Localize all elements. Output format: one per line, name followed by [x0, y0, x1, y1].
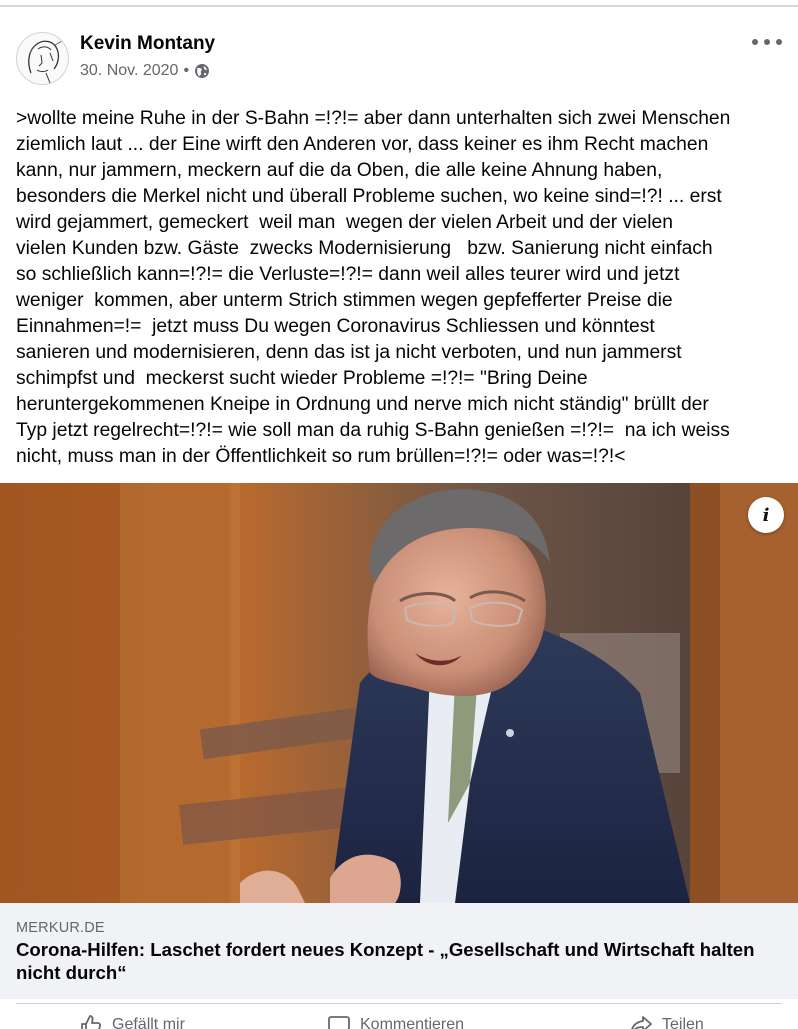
speaker-photo	[0, 483, 798, 903]
more-dot	[752, 39, 758, 45]
meta-separator: •	[183, 62, 190, 79]
thumbs-up-icon	[80, 1014, 102, 1029]
more-options-icon[interactable]	[752, 32, 782, 52]
post-meta	[80, 62, 210, 80]
more-dot	[776, 39, 782, 45]
info-button[interactable]: i	[748, 497, 784, 533]
comment-icon	[328, 1014, 350, 1029]
share-button[interactable]	[630, 1014, 704, 1029]
post-text: >wollte meine Ruhe in der S-Bahn =!?!= aber dann unterhalten sich zwei Menschen ziemlich laut ... der Eine wirft den Anderen vor, dass keiner es ihm Recht machen kann, nur jammern, meckern auf die da Oben, die alle keine Ahnung haben, besonders die Merkel nicht und überall Probleme suchen, wo keine sind=!?! ... erst wird gejammert, gemeckert weil man wegen der vielen Arbeit und der vielen vielen Kunden bzw. Gäste zwecks Modernisierung bzw. Sanierung nicht einfach so schließlich kann=!?!= die Verluste=!?!= dann weil alles teurer wird und jetzt weniger kommen, aber unterm Strich stimmen wegen gepfefferter Preise die Einnahmen=!= jetzt muss Du wegen Coronavirus Schliessen und könntest sanieren und modernisieren, denn das ist ja nicht verboten, und nun jammerst schimpfst und meckerst sucht wieder Probleme =!?!= "Bring Deine heruntergekommenen Kneipe in Ordnung und nerve mich nicht ständig" brüllt der Typ jetzt regelrecht=!?!= wie soll man da ruhig S-Bahn genießen =!?!= na ich weiss nicht, muss man in der Öffentlichkeit so rum brüllen=!?!= oder was=!?!<	[16, 108, 731, 467]
like-label: Gefällt mir	[112, 1016, 185, 1029]
avatar-sketch-icon	[17, 33, 69, 85]
author-name[interactable]: Kevin Montany	[80, 33, 216, 54]
avatar[interactable]	[16, 32, 69, 85]
globe-icon[interactable]	[194, 63, 210, 79]
more-dot	[764, 39, 770, 45]
action-bar	[0, 1014, 798, 1029]
comment-label: Kommentieren	[360, 1016, 465, 1029]
comment-button[interactable]	[328, 1014, 464, 1029]
top-divider	[0, 5, 798, 7]
like-button[interactable]	[80, 1014, 185, 1029]
link-domain: MERKUR.DE	[16, 920, 105, 936]
link-headline[interactable]: Corona-Hilfen: Laschet fordert neues Konzept - „Gesellschaft und Wirtschaft halten nicht durch“	[16, 939, 755, 983]
link-preview-image[interactable]	[0, 483, 798, 903]
share-icon	[630, 1014, 652, 1029]
link-preview-card[interactable]	[0, 903, 798, 999]
post-date[interactable]: 30. Nov. 2020	[80, 62, 179, 79]
action-divider	[16, 1003, 782, 1004]
share-label: Teilen	[662, 1016, 704, 1029]
post-header	[16, 30, 782, 86]
